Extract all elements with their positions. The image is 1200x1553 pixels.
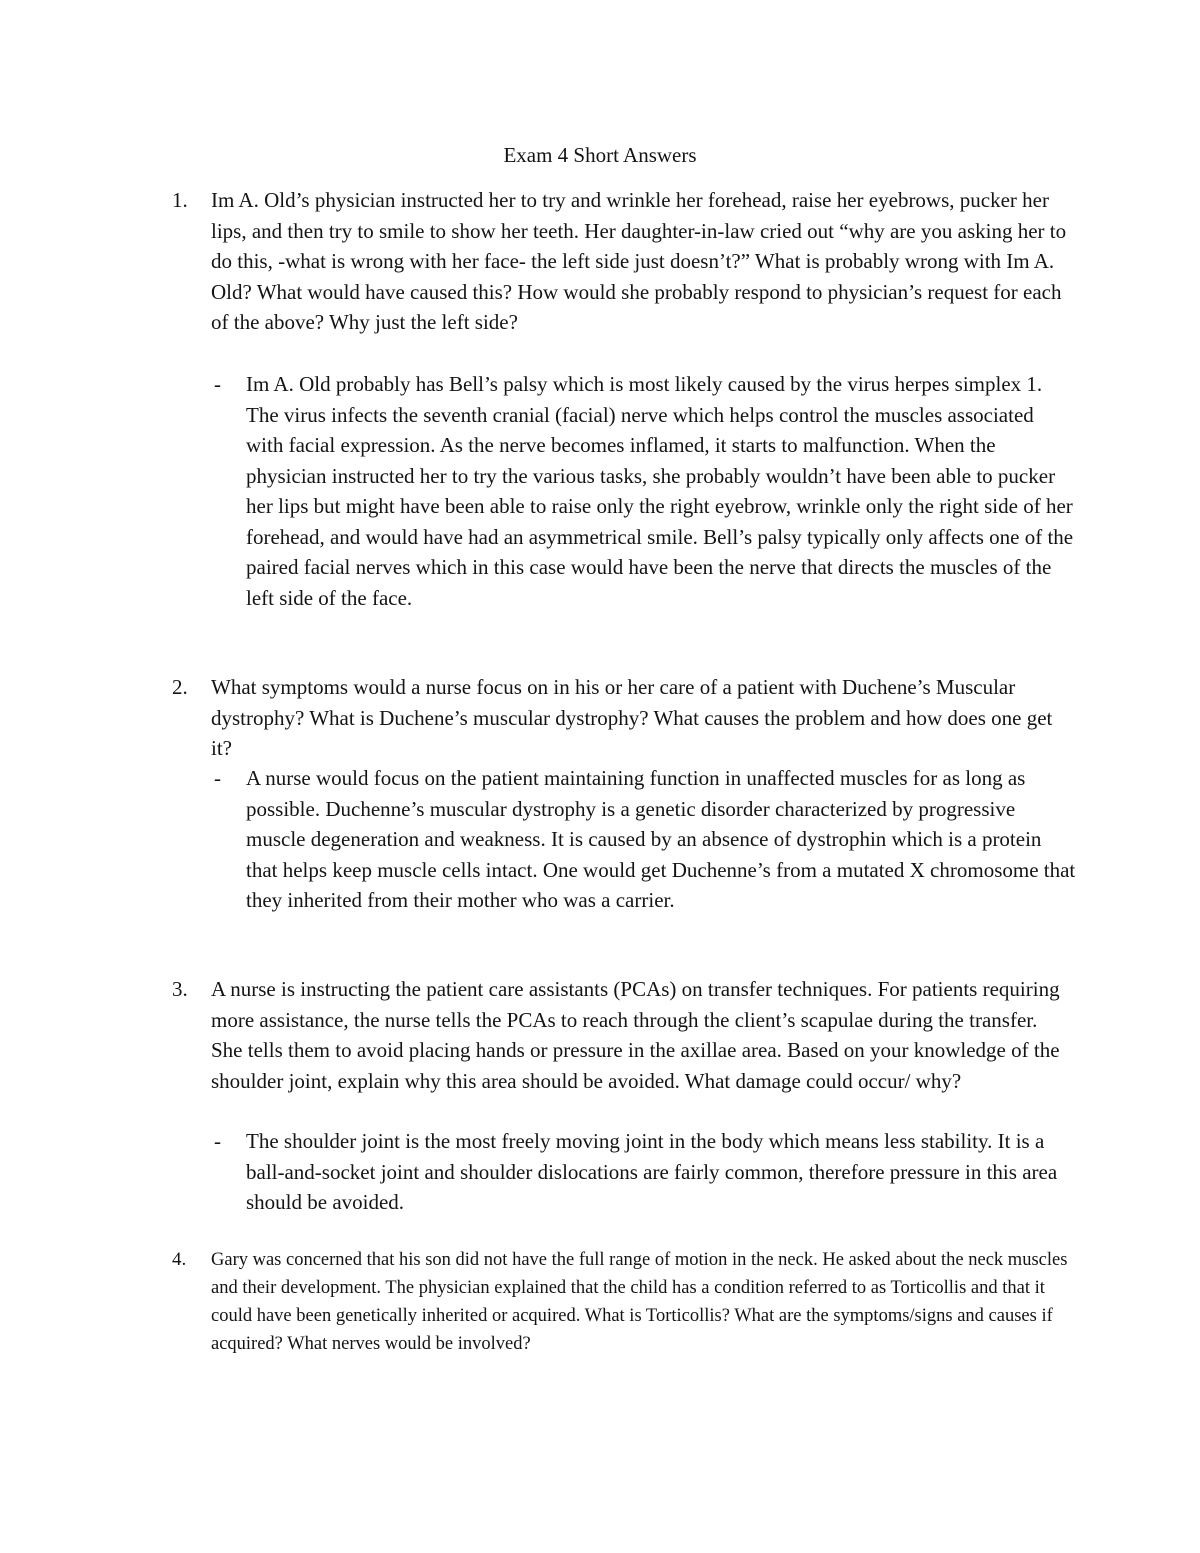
answer-3-marker: - xyxy=(214,1129,221,1153)
question-4-text: Gary was concerned that his son did not have the full range of motion in the neck. He asked about the neck muscles and their development. The physician explained that the child has a condition referred to as Torticollis and that it could have been genetically inherited or acquired. What is Torticollis? What are the symptoms/signs and causes if acquired? What nerves would be involved? xyxy=(211,1250,1068,1354)
question-1-number: 1. xyxy=(172,188,188,212)
answer-2-text: A nurse would focus on the patient maintaining function in unaffected muscles for as long as possible. Duchenne’s muscular dystrophy is a genetic disorder characterized by progressive muscle degeneration and weakness. It is caused by an absence of dystrophin which is a protein that helps keep muscle cells intact. One would get Duchenne’s from a mutated X chromosome that they inherited from their mother who was a carrier. xyxy=(246,766,1076,912)
question-2-text: What symptoms would a nurse focus on in his or her care of a patient with Duchene’s Muscular dystrophy? What is Duchene’s muscular dystrophy? What causes the problem and how does one get it? xyxy=(211,675,1053,760)
question-3-text: A nurse is instructing the patient care assistants (PCAs) on transfer techniques. For patients requiring more assistance, the nurse tells the PCAs to reach through the client’s scapulae during the transfer. She tells them to avoid placing hands or pressure in the axillae area. Based on your knowledge of the shoulder joint, explain why this area should be avoided. What damage could occur/ why? xyxy=(211,977,1060,1093)
answer-2-marker: - xyxy=(214,766,221,790)
document-title: Exam 4 Short Answers xyxy=(503,143,697,167)
question-2-number: 2. xyxy=(172,675,188,699)
answer-1-text: Im A. Old probably has Bell’s palsy which is most likely caused by the virus herpes simplex 1. The virus infects the seventh cranial (facial) nerve which helps control the muscles associated with facial expression. As the nerve becomes inflamed, it starts to malfunction. When the physician instructed her to try the various tasks, she probably wouldn’t have been able to pucker her lips but might have been able to raise only the right eyebrow, wrinkle only the right side of her forehead, and would have had an asymmetrical smile. Bell’s palsy typically only affects one of the paired facial nerves which in this case would have been the nerve that directs the muscles of the left side of the face. xyxy=(246,372,1074,610)
question-4-number: 4. xyxy=(172,1249,187,1270)
question-1-text: Im A. Old’s physician instructed her to try and wrinkle her forehead, raise her eyebrows, pucker her lips, and then try to smile to show her teeth. Her daughter-in-law cried out “why are you asking her to do this, -what is wrong with her face- the left side just doesn’t?” What is probably wrong with Im A. Old? What would have caused this? How would she probably respond to physician’s request for each of the above? Why just the left side? xyxy=(211,188,1067,334)
answer-3-text: The shoulder joint is the most freely moving joint in the body which means less stability. It is a ball-and-socket joint and shoulder dislocations are fairly common, therefore pressure in this area should be avoided. xyxy=(246,1129,1058,1214)
question-3-number: 3. xyxy=(172,977,188,1001)
answer-1-marker: - xyxy=(214,372,221,396)
